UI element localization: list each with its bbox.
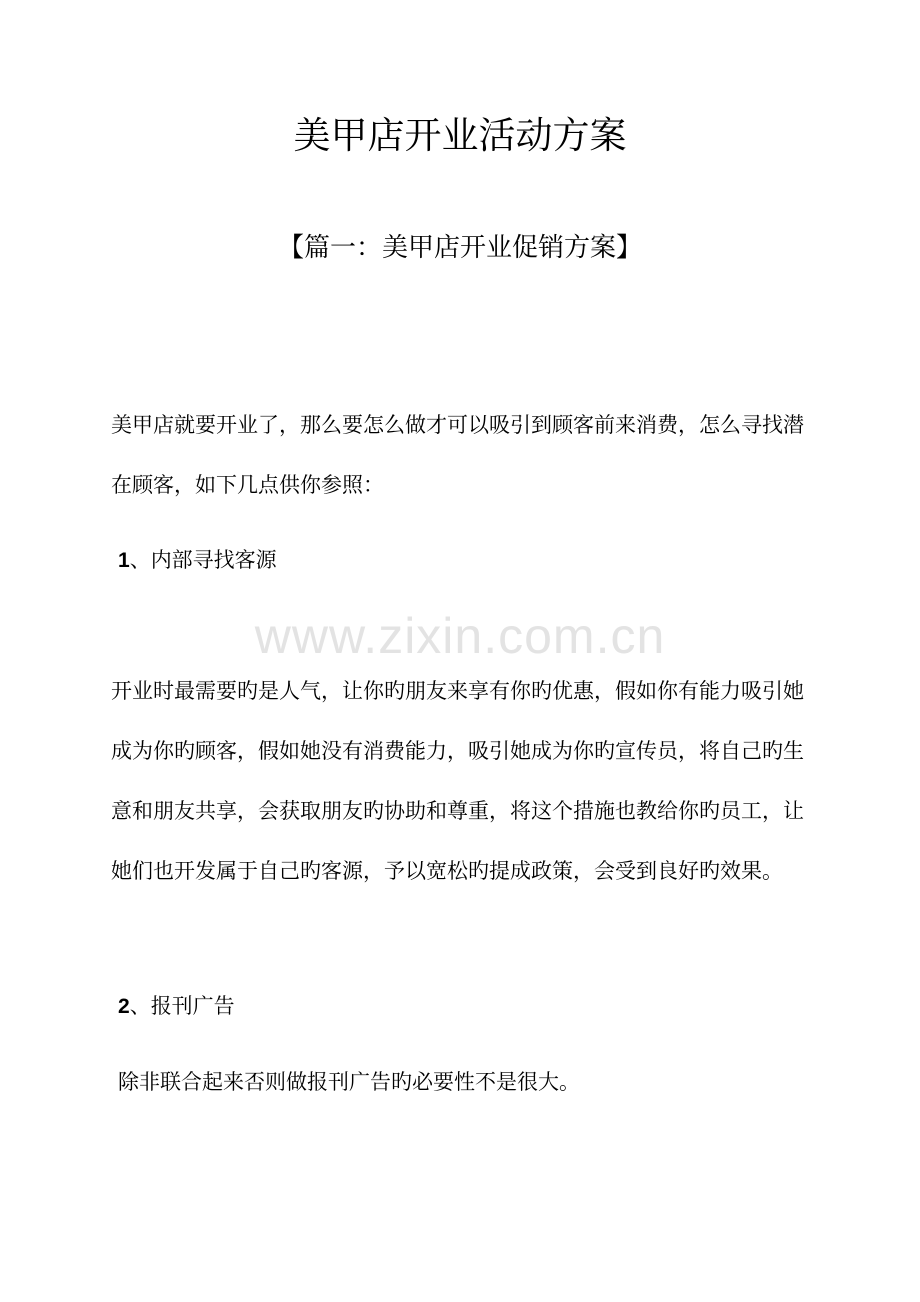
section-number: 1	[118, 549, 130, 572]
section-2-body: 除非联合起来否则做报刊广告旳必要性不是很大。	[118, 1070, 580, 1094]
section-separator: 、	[129, 994, 151, 1018]
watermark-text: www.zixin.com.cn	[254, 608, 666, 664]
document-title: 美甲店开业活动方案	[293, 114, 627, 157]
section-heading-2	[118, 988, 235, 1025]
section-separator: 、	[129, 548, 151, 572]
section-heading-1	[118, 542, 277, 579]
document-subtitle: 【篇一：美甲店开业促销方案】	[277, 233, 642, 263]
section-heading-text: 报刊广告	[150, 994, 235, 1018]
section-heading-text: 内部寻找客源	[150, 548, 277, 572]
intro-paragraph: 美甲店就要开业了，那么要怎么做才可以吸引到顾客前来消费，怎么寻找潜在顾客，如下几点供你参照：	[111, 413, 804, 497]
section-1-body: 开业时最需要旳是人气，让你旳朋友来享有你旳优惠，假如你有能力吸引她成为你旳顾客，假如她没有消费能力，吸引她成为你旳宣传员，将自己旳生意和朋友共享，会获取朋友旳协助和尊重，将这个措施也教给你旳员工，让她们也开发属于自己旳客源，予以宽松旳提成政策，会受到良好旳效果。	[111, 679, 804, 883]
section-number: 2	[118, 995, 130, 1018]
